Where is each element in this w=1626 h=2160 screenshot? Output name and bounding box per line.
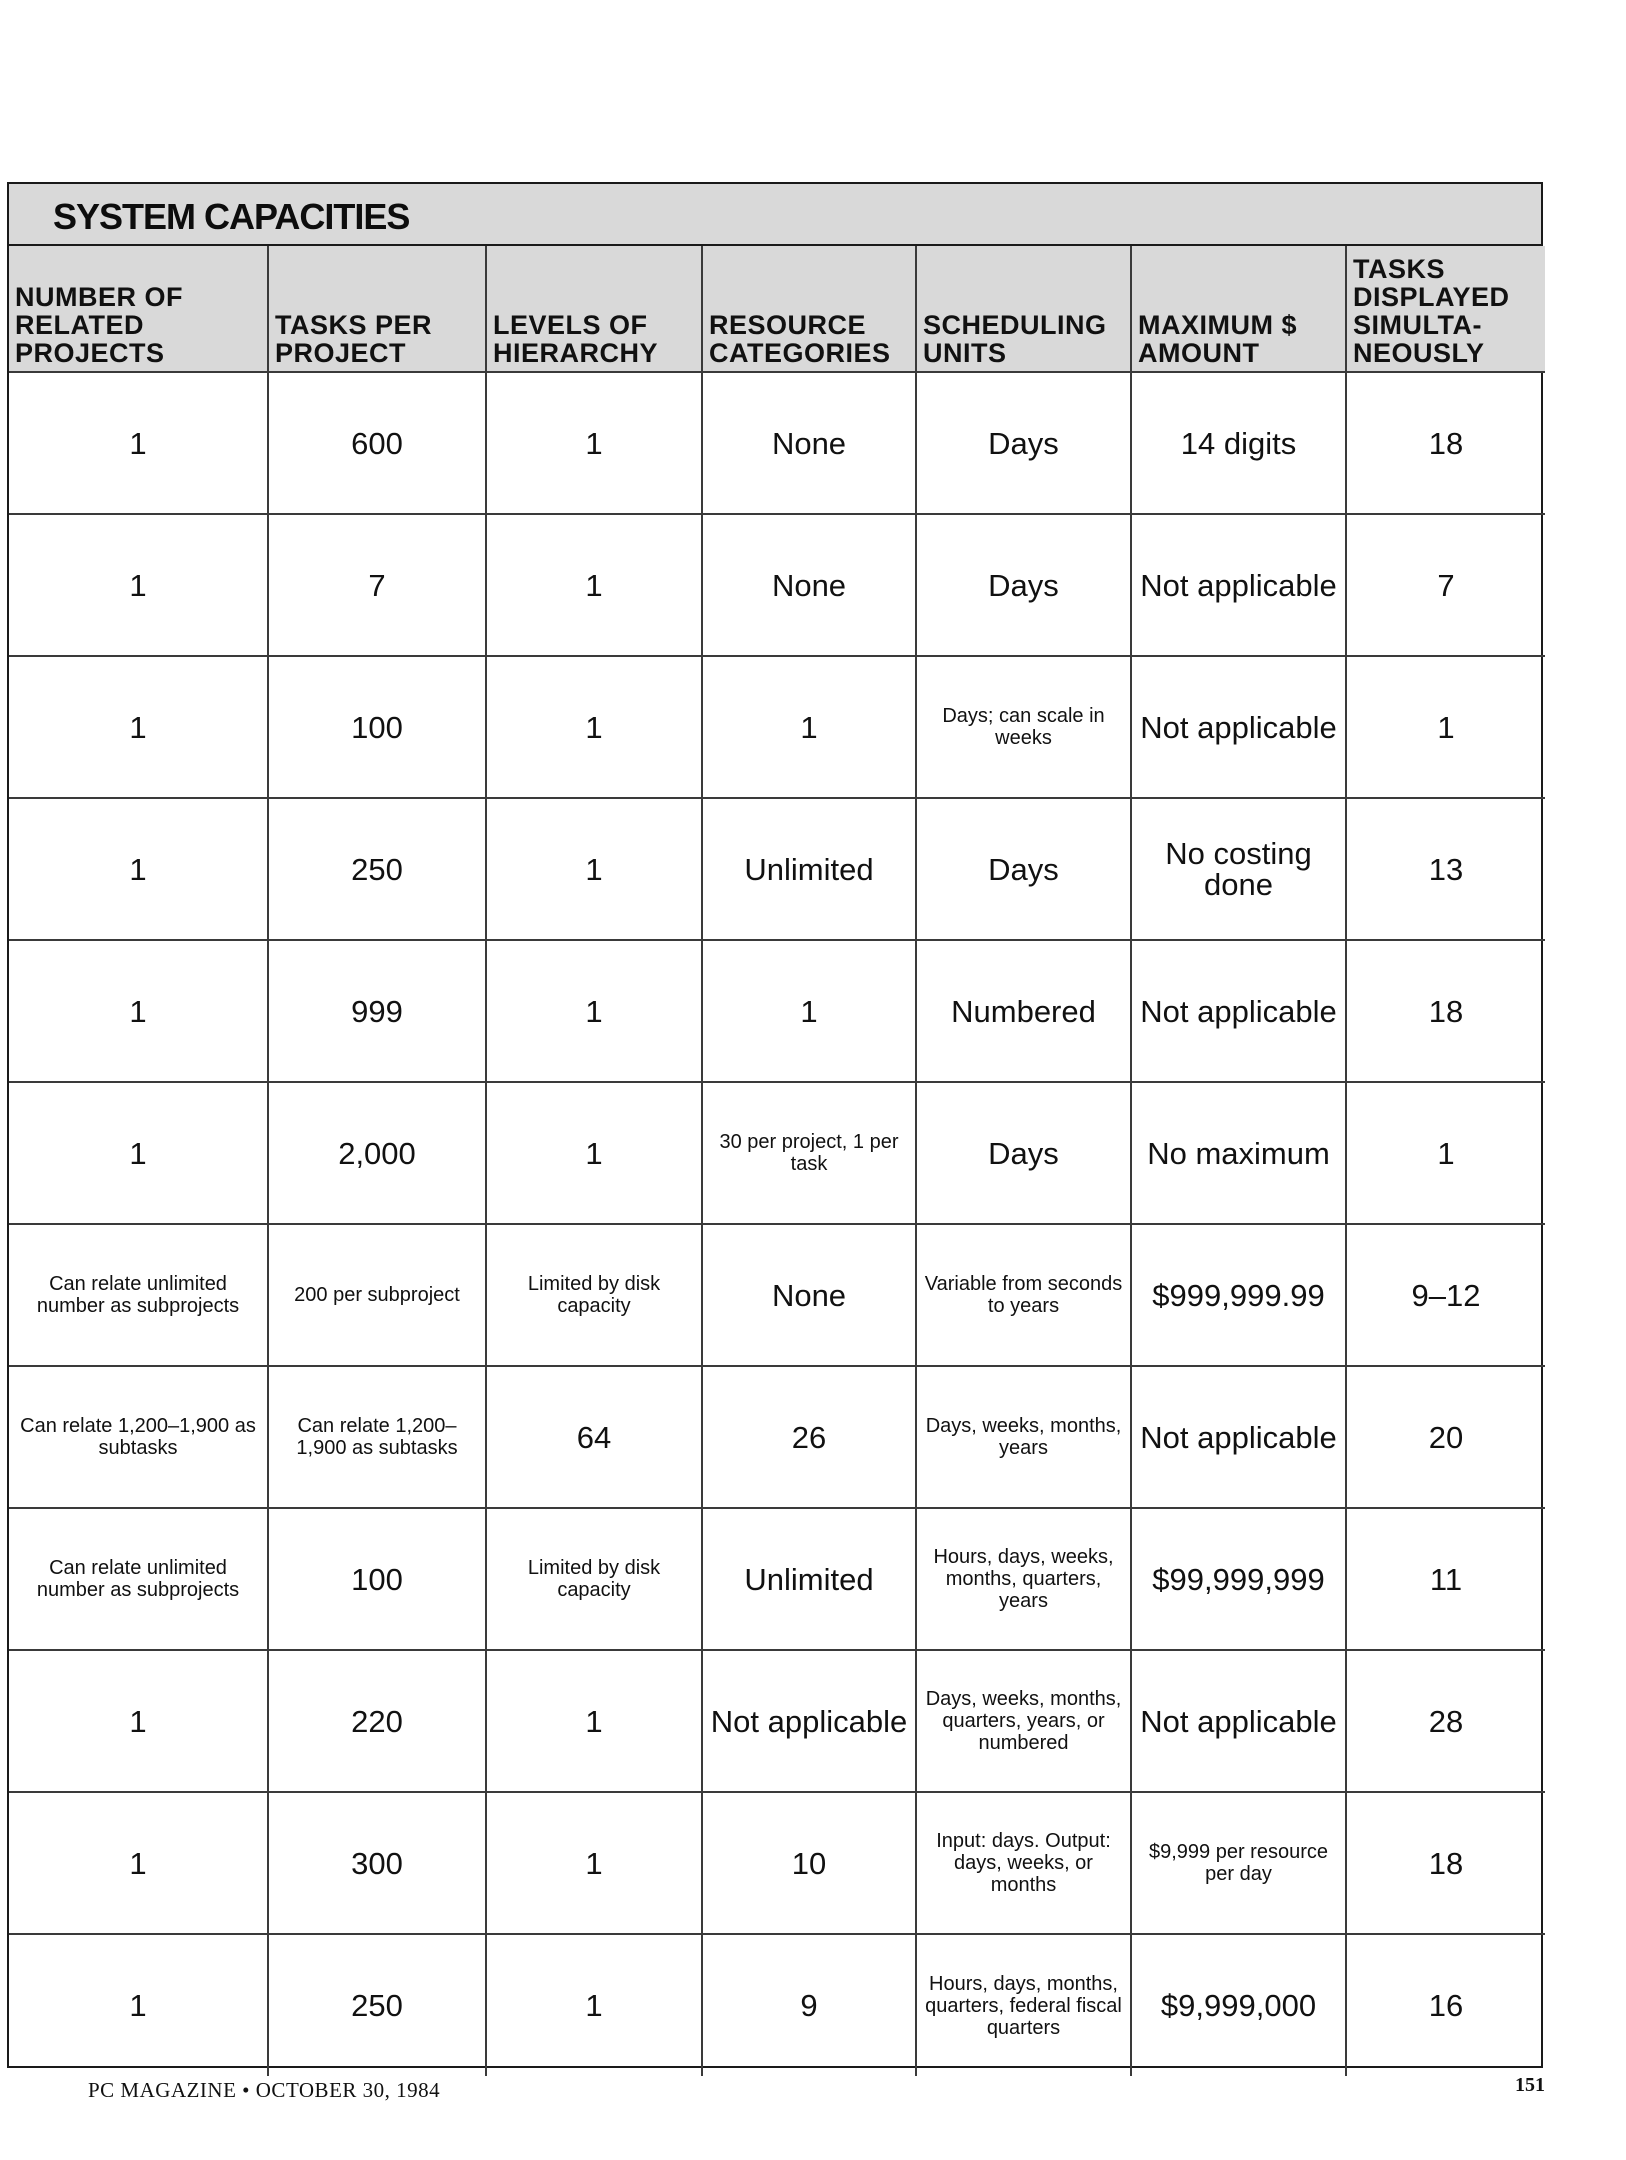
table-cell: 100: [268, 1508, 486, 1650]
table-cell: None: [702, 1224, 916, 1366]
table-cell: 9–12: [1346, 1224, 1545, 1366]
table-cell: Can relate 1,200–1,900 as subtasks: [268, 1366, 486, 1508]
table-cell: 9: [702, 1934, 916, 2076]
table-cell: $9,999,000: [1131, 1934, 1346, 2076]
table-cell: 1: [9, 656, 268, 798]
table-cell: 2,000: [268, 1082, 486, 1224]
column-header: TASKS DISPLAYED SIMULTA-NEOUSLY: [1346, 246, 1545, 372]
column-header: SCHEDULING UNITS: [916, 246, 1131, 372]
table-cell: 16: [1346, 1934, 1545, 2076]
table-row: [9, 1224, 1545, 1366]
table-cell: $999,999.99: [1131, 1224, 1346, 1366]
table-cell: 1: [486, 1650, 702, 1792]
table-cell: 1: [9, 1650, 268, 1792]
table-cell: 300: [268, 1792, 486, 1934]
table-cell: None: [702, 514, 916, 656]
table-cell: No maximum: [1131, 1082, 1346, 1224]
table-cell: Days: [916, 1082, 1131, 1224]
table-cell: Can relate unlimited number as subprojects: [9, 1224, 268, 1366]
table-cell: Days: [916, 372, 1131, 514]
table-row: [9, 1082, 1545, 1224]
table-cell: 220: [268, 1650, 486, 1792]
table-cell: Not applicable: [1131, 940, 1346, 1082]
table-cell: 100: [268, 656, 486, 798]
table-cell: 600: [268, 372, 486, 514]
table-cell: 250: [268, 1934, 486, 2076]
table-cell: 1: [9, 798, 268, 940]
table-cell: Not applicable: [1131, 514, 1346, 656]
table-cell: 14 digits: [1131, 372, 1346, 514]
table-cell: 1: [486, 798, 702, 940]
table-cell: Can relate unlimited number as subprojects: [9, 1508, 268, 1650]
table-cell: Variable from seconds to years: [916, 1224, 1131, 1366]
table-cell: $9,999 per resource per day: [1131, 1792, 1346, 1934]
table-cell: 1: [486, 514, 702, 656]
system-capacities-table-box: [7, 182, 1543, 2068]
table-cell: $99,999,999: [1131, 1508, 1346, 1650]
table-cell: 1: [1346, 1082, 1545, 1224]
table-cell: Unlimited: [702, 1508, 916, 1650]
table-row: [9, 798, 1545, 940]
table-cell: Limited by disk capacity: [486, 1508, 702, 1650]
table-row: [9, 940, 1545, 1082]
table-cell: Days: [916, 514, 1131, 656]
column-header: NUMBER OF RELATED PROJECTS: [9, 246, 268, 372]
table-cell: 999: [268, 940, 486, 1082]
table-cell: 1: [486, 940, 702, 1082]
table-cell: Unlimited: [702, 798, 916, 940]
table-cell: 1: [702, 940, 916, 1082]
table-cell: 1: [486, 656, 702, 798]
table-cell: 26: [702, 1366, 916, 1508]
footer-publication: PC MAGAZINE • OCTOBER 30, 1984: [88, 2078, 441, 2102]
table-row: [9, 1508, 1545, 1650]
table-cell: 30 per project, 1 per task: [702, 1082, 916, 1224]
table-cell: 1: [9, 1792, 268, 1934]
table-cell: 1: [9, 1082, 268, 1224]
column-header: MAXIMUM $ AMOUNT: [1131, 246, 1346, 372]
table-cell: Days, weeks, months, years: [916, 1366, 1131, 1508]
table-cell: 11: [1346, 1508, 1545, 1650]
table-cell: 28: [1346, 1650, 1545, 1792]
table-cell: Numbered: [916, 940, 1131, 1082]
table-cell: Days; can scale in weeks: [916, 656, 1131, 798]
capacities-table: [9, 246, 1545, 2076]
table-cell: 18: [1346, 372, 1545, 514]
table-cell: 7: [268, 514, 486, 656]
table-cell: 1: [486, 1934, 702, 2076]
table-cell: Days: [916, 798, 1131, 940]
table-cell: 250: [268, 798, 486, 940]
table-cell: Not applicable: [702, 1650, 916, 1792]
table-cell: 1: [9, 372, 268, 514]
table-cell: Days, weeks, months, quarters, years, or numbered: [916, 1650, 1131, 1792]
table-cell: Not applicable: [1131, 656, 1346, 798]
table-cell: 200 per subproject: [268, 1224, 486, 1366]
table-row: [9, 514, 1545, 656]
page-number: 151: [1515, 2074, 1545, 2096]
header-row: [9, 246, 1545, 372]
table-cell: 13: [1346, 798, 1545, 940]
table-cell: 1: [486, 372, 702, 514]
table-title: SYSTEM CAPACITIES: [53, 196, 410, 237]
table-cell: 1: [702, 656, 916, 798]
table-row: [9, 656, 1545, 798]
table-body: [9, 372, 1545, 2076]
column-header: LEVELS OF HIERARCHY: [486, 246, 702, 372]
table-cell: 18: [1346, 1792, 1545, 1934]
table-cell: Limited by disk capacity: [486, 1224, 702, 1366]
title-bar: [9, 184, 1541, 246]
table-cell: None: [702, 372, 916, 514]
table-cell: 64: [486, 1366, 702, 1508]
table-row: [9, 1366, 1545, 1508]
column-header: RESOURCE CATEGORIES: [702, 246, 916, 372]
table-cell: 10: [702, 1792, 916, 1934]
table-row: [9, 1650, 1545, 1792]
table-cell: Not applicable: [1131, 1650, 1346, 1792]
table-cell: 7: [1346, 514, 1545, 656]
table-cell: 1: [9, 514, 268, 656]
table-cell: No costing done: [1131, 798, 1346, 940]
table-cell: 1: [486, 1792, 702, 1934]
table-row: [9, 1934, 1545, 2076]
table-cell: 1: [1346, 656, 1545, 798]
table-cell: Not applicable: [1131, 1366, 1346, 1508]
table-cell: 1: [9, 940, 268, 1082]
table-row: [9, 1792, 1545, 1934]
table-cell: 18: [1346, 940, 1545, 1082]
table-cell: 1: [9, 1934, 268, 2076]
table-cell: 1: [486, 1082, 702, 1224]
table-cell: Input: days. Output: days, weeks, or months: [916, 1792, 1131, 1934]
table-cell: Hours, days, weeks, months, quarters, years: [916, 1508, 1131, 1650]
table-row: [9, 372, 1545, 514]
table-cell: 20: [1346, 1366, 1545, 1508]
column-header: TASKS PER PROJECT: [268, 246, 486, 372]
table-cell: Hours, days, months, quarters, federal fiscal quarters: [916, 1934, 1131, 2076]
table-cell: Can relate 1,200–1,900 as subtasks: [9, 1366, 268, 1508]
